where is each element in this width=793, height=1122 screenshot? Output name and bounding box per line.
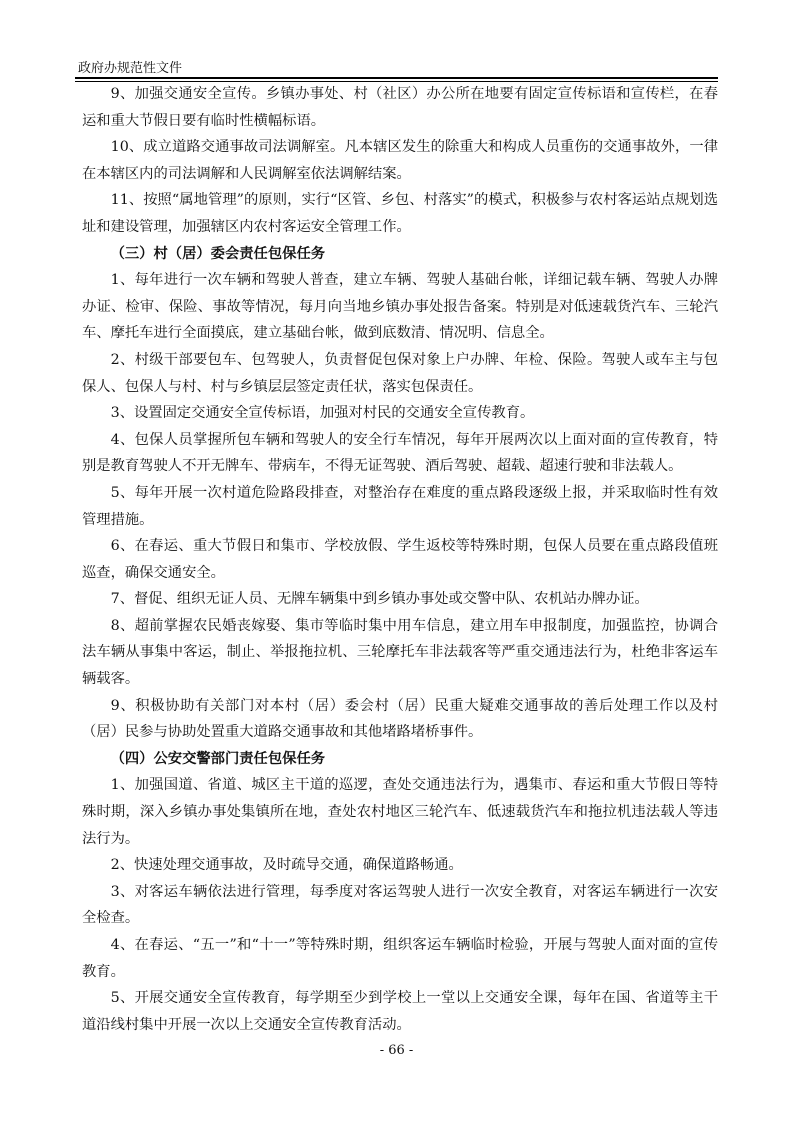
body-paragraph: 2、快速处理交通事故，及时疏导交通，确保道路畅通。: [110, 857, 463, 874]
body-paragraph: 5、开展交通安全宣传教育，每学期至少到学校上一堂以上交通安全课，每年在国、省道等主干道沿线村集中开展一次以上交通安全宣传教育活动。: [82, 990, 718, 1033]
body-paragraph: 8、超前掌握农民婚丧嫁娶、集市等临时集中用车信息，建立用车申报制度，加强监控，协调合法车辆从事集中客运，制止、举报拖拉机、三轮摩托车非法载客等严重交通违法行为，杜绝非客运车辆载客。: [82, 617, 718, 688]
body-paragraph: 1、加强国道、省道、城区主干道的巡逻，查处交通违法行为，遇集市、春运和重大节假日等特殊时期，深入乡镇办事处集镇所在地，查处农村地区三轮汽车、低速载货汽车和拖拉机违法载人等违法行为。: [82, 777, 718, 847]
body-paragraph: 10、成立道路交通事故司法调解室。凡本辖区发生的除重大和构成人员重伤的交通事故外，一律在本辖区内的司法调解和人民调解室依法调解结案。: [82, 139, 718, 182]
header-rule-thick: [75, 77, 718, 79]
page-number: - 66 -: [379, 1043, 414, 1058]
body-paragraph: 3、设置固定交通安全宣传标语，加强对村民的交通安全宣传教育。: [110, 405, 535, 422]
body-paragraph: 6、在春运、重大节假日和集市、学校放假、学生返校等特殊时期，包保人员要在重点路段值班巡查，确保交通安全。: [82, 538, 718, 581]
body-paragraph: 11、按照“属地管理”的原则，实行“区管、乡包、村落实”的模式，积极参与农村客运站点规划选址和建设管理，加强辖区内农村客运安全管理工作。: [82, 192, 718, 235]
body-paragraph: 9、加强交通安全宣传。乡镇办事处、村（社区）办公所在地要有固定宣传标语和宣传栏，在春运和重大节假日要有临时性横幅标语。: [82, 86, 718, 129]
document-header: 政府办规范性文件: [78, 61, 183, 76]
body-paragraph: 5、每年开展一次村道危险路段排查，对整治存在难度的重点路段逐级上报，并采取临时性有效管理措施。: [82, 484, 718, 528]
section-heading: （四）公安交警部门责任包保任务: [110, 750, 326, 767]
body-paragraph: 3、对客运车辆依法进行管理，每季度对客运驾驶人进行一次安全教育，对客运车辆进行一次安全检查。: [82, 883, 718, 927]
document-body: [82, 81, 718, 1038]
body-paragraph: 1、每年进行一次车辆和驾驶人普查，建立车辆、驾驶人基础台帐，详细记载车辆、驾驶人办牌办证、检审、保险、事故等情况，每月向当地乡镇办事处报告备案。特别是对低速载货汽车、三轮汽车、摩托车进行全面摸底，建立基础台帐，做到底数清、情况明、信息全。: [82, 272, 718, 342]
body-paragraph: 4、在春运、“五一”和“十一”等特殊时期，组织客运车辆临时检验，开展与驾驶人面对面的宣传教育。: [82, 937, 718, 980]
body-paragraph: 2、村级干部要包车、包驾驶人，负责督促包保对象上户办牌、年检、保险。驾驶人或车主与包保人、包保人与村、村与乡镇层层签定责任状，落实包保责任。: [82, 351, 718, 395]
body-paragraph: 9、积极协助有关部门对本村（居）委会村（居）民重大疑难交通事故的善后处理工作以及村（居）民参与协助处置重大道路交通事故和其他堵路堵桥事件。: [82, 697, 718, 741]
body-paragraph: 4、包保人员掌握所包车辆和驾驶人的安全行车情况，每年开展两次以上面对面的宣传教育，特别是教育驾驶人不开无牌车、带病车，不得无证驾驶、酒后驾驶、超载、超速行驶和非法载人。: [82, 431, 718, 475]
body-paragraph: 7、督促、组织无证人员、无牌车辆集中到乡镇办事处或交警中队、农机站办牌办证。: [110, 591, 649, 608]
section-heading: （三）村（居）委会责任包保任务: [110, 245, 326, 262]
